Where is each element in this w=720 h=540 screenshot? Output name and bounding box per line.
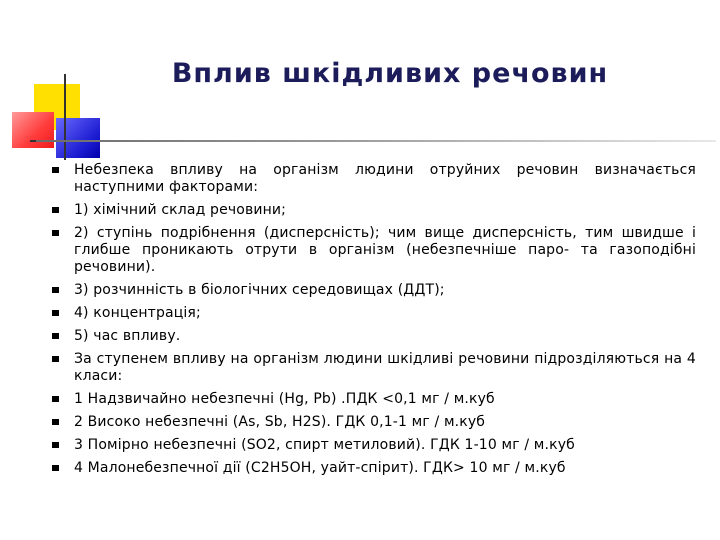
vertical-line-decoration	[64, 74, 66, 160]
list-item-text: 3) розчинність в біологічних середовищах (ДДТ);	[74, 282, 445, 298]
list-item	[50, 305, 696, 322]
list-item	[50, 202, 696, 219]
square-bullet-icon	[52, 207, 59, 213]
list-item-text: Небезпека впливу на організм людини отруйних речовин визначається наступними факторами:	[74, 162, 696, 195]
decorative-squares-logo	[0, 0, 110, 170]
list-item-text: 1 Надзвичайно небезпечні (Hg, Pb) .ПДК <0,1 мг / м.куб	[74, 391, 495, 407]
list-item-text: 4) концентрація;	[74, 305, 201, 321]
list-item-text: 2) ступінь подрібнення (дисперсність); чим вище дисперсність, тим швидше і глибше проникають отрути в організм (небезпечніше паро- та газоподібні речовини).	[74, 225, 696, 275]
slide-title: Вплив шкідливих речовин	[171, 58, 609, 89]
list-item	[50, 391, 696, 408]
list-item-text: За ступенем впливу на організм людини шкідливі речовини підрозділяються на 4 класи:	[74, 351, 696, 384]
square-bullet-icon	[52, 356, 59, 362]
square-bullet-icon	[52, 230, 59, 236]
list-item-text: 1) хімічний склад речовини;	[74, 202, 287, 218]
list-item	[50, 414, 696, 431]
list-item	[50, 460, 696, 477]
blue-square-decoration	[56, 118, 100, 158]
list-item	[50, 225, 696, 276]
square-bullet-icon	[52, 333, 59, 339]
red-square-decoration	[12, 112, 54, 148]
list-item-text: 5) час впливу.	[74, 328, 181, 344]
square-bullet-icon	[52, 419, 59, 425]
square-bullet-icon	[52, 310, 59, 316]
bullet-list	[50, 162, 696, 483]
list-item	[50, 437, 696, 454]
list-item-text: 3 Помірно небезпечні (SO2, спирт метиловий). ГДК 1-10 мг / м.куб	[74, 437, 575, 453]
list-item	[50, 282, 696, 299]
square-bullet-icon	[52, 287, 59, 293]
square-bullet-icon	[52, 465, 59, 471]
title-underline-rule	[36, 140, 716, 142]
list-item-text: 4 Малонебезпечної дії (C2H5OH, уайт-спірит). ГДК> 10 мг / м.куб	[74, 460, 566, 476]
square-bullet-icon	[52, 396, 59, 402]
list-item	[50, 351, 696, 385]
list-item-text: 2 Високо небезпечні (As, Sb, H2S). ГДК 0,1-1 мг / м.куб	[74, 414, 486, 430]
list-item	[50, 162, 696, 196]
list-item	[50, 328, 696, 345]
square-bullet-icon	[52, 442, 59, 448]
square-bullet-icon	[52, 167, 59, 173]
